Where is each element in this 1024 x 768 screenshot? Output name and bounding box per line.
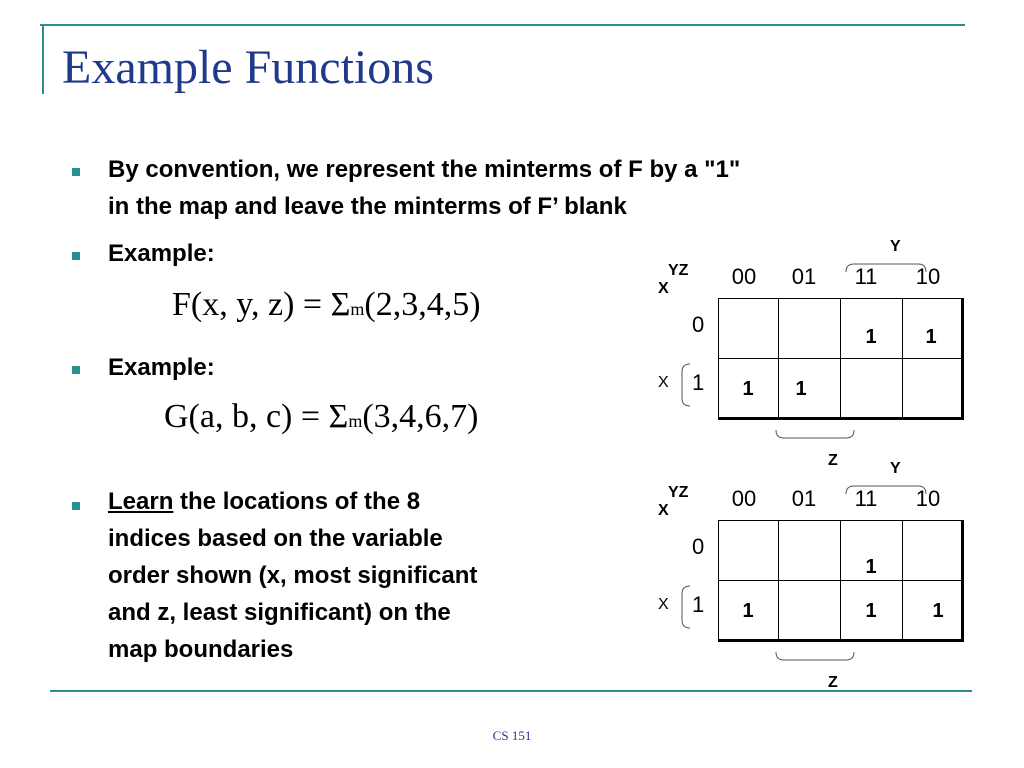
kmap-cell: 1 xyxy=(865,556,877,578)
kmap-y-label: Y xyxy=(890,238,901,255)
left-rule xyxy=(42,24,44,94)
footer-course: CS 151 xyxy=(492,728,532,743)
bullet-marker xyxy=(72,502,80,510)
bullet-4-line-5: map boundaries xyxy=(108,636,294,663)
kmap-cell: 1 xyxy=(932,600,944,622)
kmap-x-corner: X xyxy=(658,502,669,519)
top-rule xyxy=(40,24,965,26)
kmap-row-0: 0 xyxy=(692,534,705,559)
bullet-marker xyxy=(72,366,80,374)
kmap-z-label: Z xyxy=(828,452,838,469)
kmap-col-11: 11 xyxy=(854,264,878,289)
kmap-x-side: X xyxy=(658,374,669,391)
kmap-col-00: 00 xyxy=(731,264,757,289)
bullet-4-line-2: indices based on the variable xyxy=(108,525,443,552)
kmap-col-01: 01 xyxy=(791,486,817,511)
bullet-2-text: Example: xyxy=(108,240,215,267)
bullet-4-line-3: order shown (x, most significant xyxy=(108,562,478,589)
kmap-x-side: X xyxy=(658,596,669,613)
formula-g-rhs: (3,4,6,7) xyxy=(362,398,479,435)
kmap-brackets xyxy=(678,258,978,458)
kmap-cell: 1 xyxy=(742,378,754,400)
slide-title: Example Functions xyxy=(62,41,434,94)
kmap-z-label: Z xyxy=(828,674,838,691)
kmap-cell: 1 xyxy=(865,326,877,348)
formula-f-lhs: F(x, y, z) = Σ xyxy=(172,286,351,323)
kmap-cell: 1 xyxy=(925,326,937,348)
learn-word: Learn xyxy=(108,488,174,515)
kmap-brackets xyxy=(678,480,978,680)
bullet-marker xyxy=(72,168,80,176)
bullet-4-line-1 xyxy=(108,484,420,520)
bullet-1-line-2: in the map and leave the minterms of F’ blank xyxy=(108,193,627,220)
formula-g-sub: m xyxy=(348,411,363,431)
kmap-col-01: 01 xyxy=(791,264,817,289)
formula-g xyxy=(164,398,479,436)
formula-f-sub: m xyxy=(350,299,365,319)
kmap-yz-label: YZ xyxy=(668,484,689,501)
kmap-row-1: 1 xyxy=(692,592,705,617)
bullet-4-line-4: and z, least significant) on the xyxy=(108,599,451,626)
kmap-x-corner: X xyxy=(658,280,669,297)
bullet-3-text: Example: xyxy=(108,354,215,381)
formula-f xyxy=(172,286,481,324)
kmap-yz-label: YZ xyxy=(668,262,689,279)
kmap-col-10: 10 xyxy=(915,264,941,289)
kmap-col-00: 00 xyxy=(731,486,757,511)
kmap-cell: 1 xyxy=(795,378,807,400)
kmap-col-11: 11 xyxy=(854,486,878,511)
bullet-4-first-rest: the locations of the 8 xyxy=(173,488,421,515)
kmap-y-label: Y xyxy=(890,460,901,477)
kmap-cell: 1 xyxy=(865,600,877,622)
formula-f-rhs: (2,3,4,5) xyxy=(364,286,481,323)
kmap-col-10: 10 xyxy=(915,486,941,511)
formula-g-lhs: G(a, b, c) = Σ xyxy=(164,398,349,435)
kmap-row-0: 0 xyxy=(692,312,705,337)
kmap-cell: 1 xyxy=(742,600,754,622)
kmap-row-1: 1 xyxy=(692,370,705,395)
bullet-1-line-1: By convention, we represent the minterms of F by a "1" xyxy=(108,156,741,183)
bullet-marker xyxy=(72,252,80,260)
